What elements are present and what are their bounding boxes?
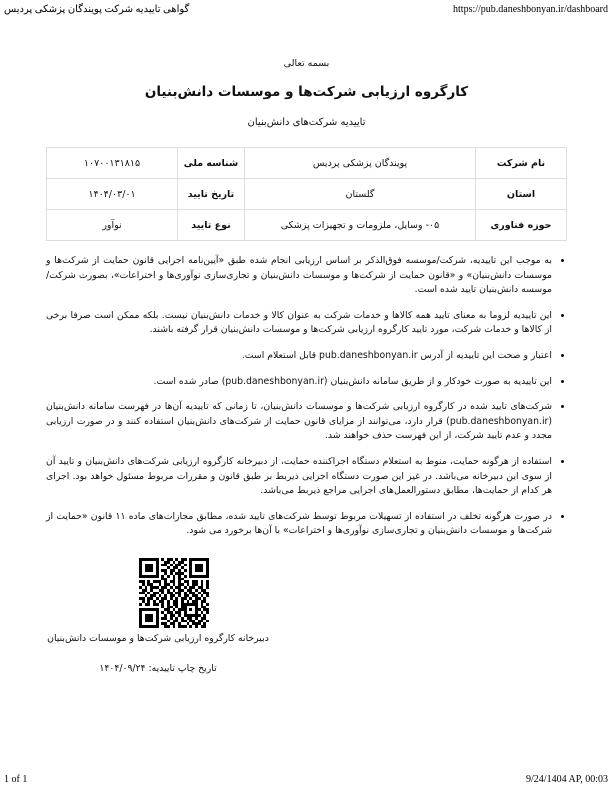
- print-datetime: 9/24/1404 AP, 00:03: [526, 774, 608, 785]
- notes-list: [46, 254, 567, 539]
- province-label: استان: [476, 179, 567, 210]
- table-row: [47, 179, 567, 210]
- browser-print-footer: [4, 774, 608, 785]
- secretariat-caption: دبیرخانه کارگروه ارزیابی شرکت‌ها و موسسات دانش‌بنیان: [47, 633, 269, 644]
- note-item: • اعتبار و صحت این تاییدیه از آدرس pub.daneshbonyan.ir قابل استعلام است.: [46, 349, 552, 364]
- national-id-value: ۱۰۷۰۰۱۳۱۸۱۵: [47, 148, 178, 179]
- company-name-value: پویندگان پزشکی پردیس: [245, 148, 476, 179]
- certificate-body: [46, 0, 567, 550]
- company-info-table: [46, 147, 567, 241]
- print-header-url: https://pub.daneshbonyan.ir/dashboard: [453, 4, 608, 15]
- qr-code: [139, 558, 209, 628]
- page-subtitle: تاییدیه شرکت‌های دانش‌بنیان: [247, 117, 366, 128]
- note-item: • به موجب این تاییدیه، شرکت/موسسه فوق‌الذکر بر اساس ارزیابی انجام شده طبق «آیین‌نامه اجرایی قانون حمایت از شرکت‌ها و موسسات دانش‌بنیان» و «قانون حمایت از شرکت‌ها و موسسات دانش‌بنیان و تجاری‌سازی نوآوری‌ها و اختراعات»، بصورت شرکت/موسسه دانش‌بنیان تایید شده است.: [46, 254, 552, 298]
- approval-date-value: ۱۴۰۴/۰۳/۰۱: [47, 179, 178, 210]
- approval-date-label: تاریخ تایید: [178, 179, 245, 210]
- note-item: • در صورت هرگونه تخلف در استفاده از تسهیلات مربوط توسط شرکت‌های تایید شده، مطابق مجازات‌های ماده ۱۱ قانون «حمایت از شرکت‌ها و موسسات دانش‌بنیان و تجاری‌سازی نوآوری‌ها و اختراعات» با آن‌ها برخورد می شود.: [46, 510, 552, 539]
- bismillah-text: بسمه تعالی: [283, 58, 330, 69]
- national-id-label: شناسه ملی: [178, 148, 245, 179]
- page-number: 1 of 1: [4, 774, 28, 785]
- approval-type-value: نوآور: [47, 210, 178, 241]
- note-item: • استفاده از هرگونه حمایت، منوط به استعلام دستگاه اجراکننده حمایت، از دبیرخانه کارگروه ارزیابی شرکت‌های دانش‌بنیان و تایید آن از سوی این دبیرخانه می‌باشد. در غیر این صورت دستگاه اجرایی ذیربط بر طبق قانون و مقررات مربوط مسئول خواهد بود. اجرای هر کدام از حمایت‌ها، مطابق دستورالعمل‌های اجرایی مراجع ذیربط می‌باشد.: [46, 455, 552, 499]
- print-header-document-title: گواهی تاییدیه شرکت پویندگان پزشکی پردیس: [4, 4, 190, 15]
- technology-field-label: حوزه فناوری: [476, 210, 567, 241]
- note-item: • شرکت‌های تایید شده در کارگروه ارزیابی شرکت‌ها و موسسات دانش‌بنیان، تا زمانی که تاییدیه آن‌ها در فهرست سامانه دانش‌بنیان (pub.daneshbonyan.ir) قرار دارد، می‌توانند از مزایای قانون حمایت از شرکت‌های دانش‌بنیان استفاده کنند و در صورت ارزیابی مجدد و عدم تایید شرکت، از این فهرست حذف خواهند شد.: [46, 400, 552, 444]
- table-row: [47, 210, 567, 241]
- province-value: گلستان: [245, 179, 476, 210]
- note-item: • این تاییدیه لزوما به معنای تایید همه کالاها و خدمات شرکت به عنوان کالا و خدمات دانش‌بنیان نیست. بلکه ممکن است صرفا برخی از کالاها و خدمات شرکت، مورد تایید کارگروه ارزیابی شرکت‌ها و موسسات دانش‌بنیان قرار گرفته باشند.: [46, 309, 552, 338]
- page-title: کارگروه ارزیابی شرکت‌ها و موسسات دانش‌بنیان: [144, 84, 469, 100]
- table-row: [47, 148, 567, 179]
- technology-field-value: ۰۵- وسایل، ملزومات و تجهیزات پزشکی: [245, 210, 476, 241]
- note-item: • این تاییدیه به صورت خودکار و از طریق سامانه دانش‌بنیان (pub.daneshbonyan.ir) صادر شده است.: [46, 375, 552, 390]
- print-date-caption: تاریخ چاپ تاییدیه: ۱۴۰۴/۰۹/۲۴: [99, 663, 217, 674]
- company-name-label: نام شرکت: [476, 148, 567, 179]
- approval-type-label: نوع تایید: [178, 210, 245, 241]
